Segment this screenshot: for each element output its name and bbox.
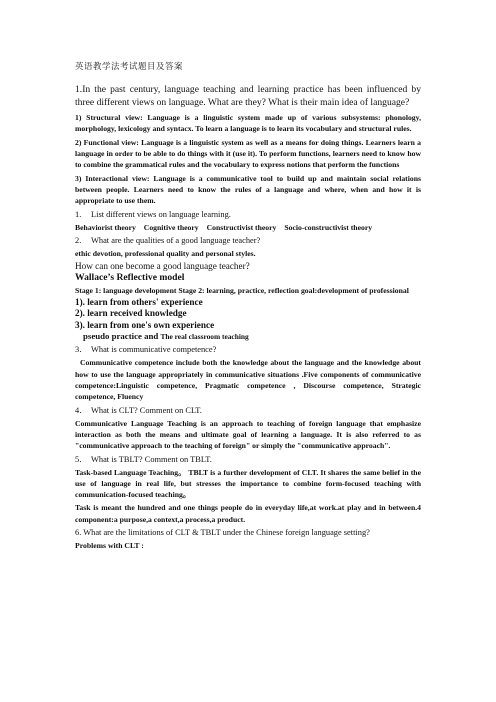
answer-3: Communicative competence include both the knowledge about the language and the knowledge about how to use the language appropriately in communicative situations .Five components of communicative competence:Linguistic competence, Pragmatic competence , Discourse competence, Strategic competence, Fluency — [75, 358, 421, 402]
answer-interactional-view: 3) Interactional view: Language is a communicative tool to build up and maintain social relations between people. Learners need to know the rules of a language and where, when and how it is appropriate to use them. — [75, 173, 421, 206]
question-text: What are the qualities of a good language teacher? — [91, 235, 261, 245]
question-3 — [75, 344, 421, 356]
answer-2: ethic devotion, professional quality and personal styles. — [75, 248, 256, 258]
wallace-stages: Stage 1: language development Stage 2: learning, practice, reflection goal:development of professional — [75, 285, 409, 295]
answer-4: Communicative Language Teaching is an approach to teaching of foreign language that emphasize interaction as both the means and ultimate goal of learning a language. It is also referred to as "communicative approach to the teaching of foreign" or simply the "communicative approach". — [75, 418, 421, 451]
answer-functional-view: 2) Functional view: Language is a linguistic system as well as a means for doing things. Learners learn a language in order to be able to do things with it (use it). To perform functions, learners need to know how to combine the grammatical rules and the vocabulary to express notions that perform the functions — [75, 137, 421, 170]
question-1: 1.In the past century, language teaching and learning practice has been influenced by three different views on language. What are they? What is their main idea of language? — [75, 84, 421, 108]
learn-list-item: 2). learn received knowledge — [75, 308, 187, 319]
learn-list-item: 1). learn from others' experience — [75, 296, 203, 307]
theory-behaviorist: Behaviorist theory — [75, 222, 136, 232]
question-number: 5． — [75, 454, 88, 464]
theory-socio-constructivist: Socio-constructivist theory — [284, 222, 373, 232]
question-number: 3． — [75, 345, 88, 355]
document-title: 英语教学法考试题目及答案 — [75, 62, 184, 72]
question-number: 4． — [75, 405, 88, 415]
question-text: What is communicative competence? — [91, 345, 217, 355]
pseudo-practice — [83, 331, 421, 342]
real-classroom-text: The real classroom teaching — [160, 332, 249, 342]
learn-list-item: 3). learn from one's own experience — [75, 319, 215, 330]
theory-constructivist: Constructivist theory — [206, 222, 277, 232]
answer-structural-view: 1) Structural view: Language is a linguistic system made up of various subsystems: phonology, morphology, lexicology and syntacx. To learn a language is to learn its vocabulary and structural rules. — [75, 113, 421, 134]
answer-5-task: Task is meant the hundred and one things people do in everyday life,at work.at play and in between.4 component:a purpose,a context,a process,a product. — [75, 503, 421, 524]
question-4 — [75, 405, 421, 417]
pseudo-practice-text: pseudo practice and — [83, 331, 159, 342]
question-become-teacher: How can one become a good language teacher? — [75, 261, 250, 272]
theory-cognitive: Cognitive theory — [143, 222, 199, 232]
question-number: 1. — [75, 209, 82, 219]
learning-theories — [75, 222, 421, 233]
answer-5-tblt: Task-based Language Teaching。 TBLT is a further development of CLT. It shares the same belief in the use of language in real life, but stresses the importance to combine form-focused teaching with communication-focused teaching。 — [75, 467, 421, 500]
question-6: 6. What are the limitations of CLT & TBLT under the Chinese foreign language setting? — [75, 528, 370, 538]
question-text: What is CLT? Comment on CLT. — [91, 405, 202, 415]
document-content — [75, 60, 421, 552]
question-text: List different views on language learning. — [91, 209, 231, 219]
question-list-views — [75, 209, 421, 221]
problems-with-clt: Problems with CLT : — [75, 541, 144, 551]
wallace-model-heading: Wallace’s Reflective model — [75, 272, 185, 284]
question-2 — [75, 235, 421, 247]
question-number: 2. — [75, 235, 82, 245]
question-text: What is TBLT? Comment on TBLT. — [91, 454, 212, 464]
question-5 — [75, 454, 421, 466]
